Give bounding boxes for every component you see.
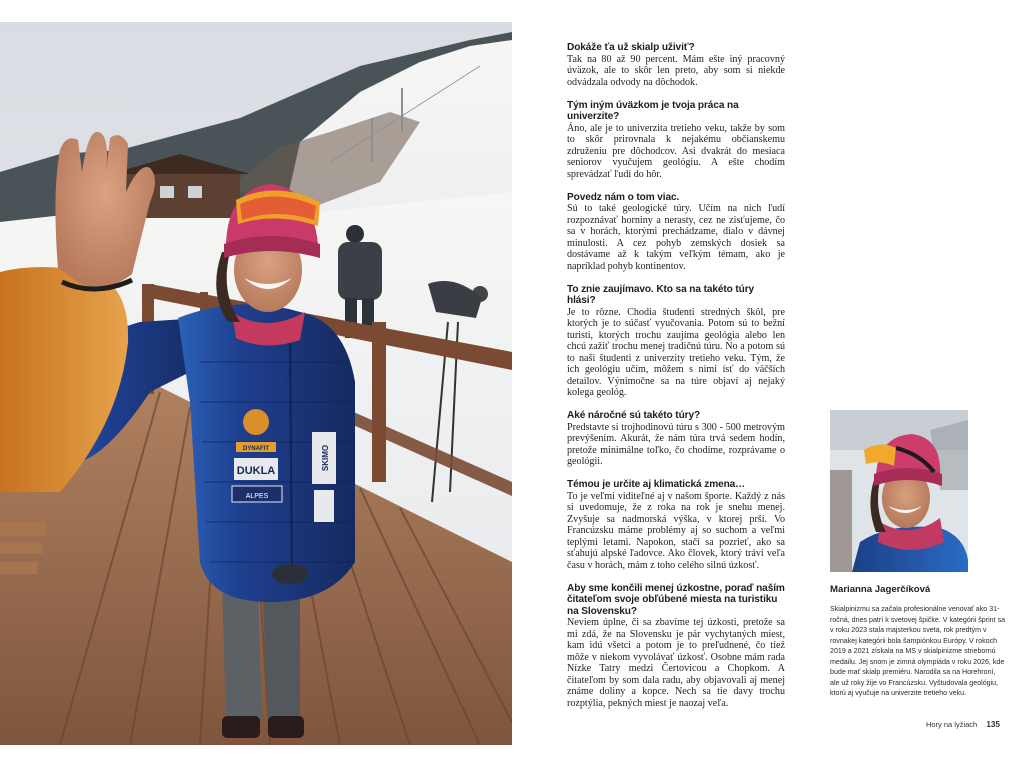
portrait-photo [830,410,968,572]
qa-block [567,479,785,571]
question-heading: Aby sme končili menej úzkostne, poraď naším čitateľom svoje obľúbené miesta na turistiku na Slovensku? [567,582,785,617]
patch-skimo: SKIMO [321,444,330,472]
hero-photo [0,22,512,745]
patch-dukla: DUKLA [236,465,276,477]
answer-paragraph: Neviem úplne, či sa zbavíme tej úzkosti, pretože sa mi zdá, že na Slovensku je pár vychytaných miest, kam idú všetci a potom je to preľudnené, čo tiež môže v niekom vyvolávať úzkosť. Osobne mám rada Nízke Tatry medzi Čertovicou a Chopkom. A čitateľom by som dala radu, aby objavovali aj menej známe doliny a kopce. Nech sa tie davy trochu rozptýlia, pekných miest je naozaj veľa. [567,617,785,709]
page-footer [926,720,1000,729]
answer-paragraph: To je veľmi viditeľné aj v našom športe. Každý z nás si uvedomuje, že z roka na rok je snehu menej. Zvyšuje sa nadmorská výška, v ktorej prší. Vo Francúzsku máme problémy aj so suchom a veľmi teplými letami. Napokon, stačí sa pozrieť, ako sa sťahujú alpské ľadovce. Ako človek, ktorý trávi veľa času v horách, mám z toho celého silnú úzkosť. [567,490,785,571]
caption-name: Marianna Jagerčíková [830,584,931,595]
question-heading: Témou je určite aj klimatická zmena… [567,479,746,490]
qa-block [567,42,785,88]
qa-block [567,284,785,399]
qa-block [567,100,785,181]
answer-paragraph: Sú to také geologické túry. Učím na nich ľudí rozpoznávať horniny a nerasty, cez ne zisťujeme, čo sa v horách, ktorými prechádzame, dialo v dávnej minulosti. A cez pohyb zemských dosiek sa dostávame až k takým veľkým témam, ako je napríklad pohyb kontinentov. [567,203,785,272]
question-heading: Povedz nám o tom viac. [567,191,680,203]
question-heading: Aké náročné sú takéto túry? [567,410,701,421]
patch-sponsor: DYNAFIT [243,446,269,452]
answer-paragraph: Áno, ale je to univerzita tretieho veku, takže by som to skôr prirovnala k nejakému občianskemu združeniu pre dôchodcov. Asi dvakrát do mesiaca seniorov vyučujem geológiu. A ešte chodím sprevádzať ľudí do hôr. [567,122,785,180]
portrait-caption [830,584,1006,699]
caption-text: Skialpinizmu sa začala profesionálne venovať ako 31-ročná, dnes patrí k svetovej špičke. V kategórii šprint sa v roku 2023 stala majsterkou sveta, rok predtým v rovnakej kategórii bola šampiónkou Európy. V rokoch 2019 a 2021 získala na MS v skialpinizme striebornú medailu. Jej snom je zimná olympiáda v roku 2026, kde bude mať skialp premiéru. Narodila sa na Horehroní, ale už roky žije vo Francúzsku. Vyštudovala geológiu, ktorú aj vyučuje na univerzite tretieho veku. [830,605,1006,697]
question-heading: To znie zaujímavo. Kto sa na takéto túry hlási? [567,283,755,306]
answer-paragraph: Je to rôzne. Chodia študenti stredných škôl, pre ktorých je to súčasť vyučovania. Potom sú to bežní turisti, ktorých trochu zaujíma geológia alebo len chcú zažiť trochu menej tradičnú túru. No a potom sú to naši študenti z univerzity tretieho veku. Tým, že ich geológiu učím, môžem s nimi ísť do väčších detailov. Výnimočne sa na túre objaví aj nejaký kolega geológ. [567,306,785,398]
section-name: Hory na lyžiach [925,720,978,729]
answer-paragraph: Tak na 80 až 90 percent. Mám ešte iný pracovný úväzok, ale to skôr len preto, aby som si niekde odvádzala odvody na dôchodok. [567,53,785,88]
qa-block [567,192,785,273]
question-heading: Dokáže ťa už skialp uživiť? [567,42,695,53]
patch-brand: ALPES [245,493,269,500]
qa-block [567,583,785,710]
page-number: 135 [986,720,1000,729]
answer-paragraph: Predstavte si trojhodinovú túru s 300 - 500 metrovým prevýšením. Akurát, že nám túra trvá sedem hodín, pretože minimálne toľko, čo chodíme, rozprávame o geológii. [567,421,785,467]
article-column [567,42,785,721]
qa-block [567,410,785,468]
question-heading: Tým iným úväzkom je tvoja práca na univerzite? [567,99,739,122]
